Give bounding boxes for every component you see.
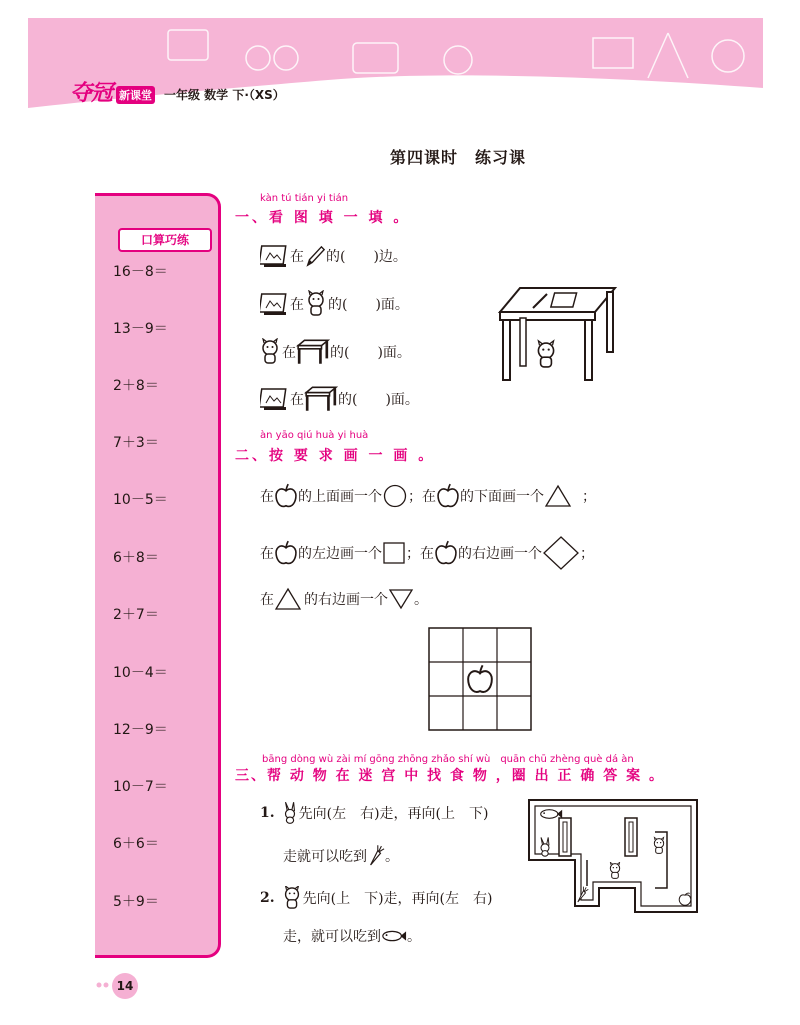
line-text: 的下面画一个 — [460, 489, 544, 505]
oral-calc-badge: 口算巧练 — [118, 228, 212, 252]
section1-line4 — [260, 386, 419, 412]
logo: 夺冠 — [70, 81, 113, 106]
section2-title: 二、按 要 求 画 一 画 。 — [235, 448, 436, 464]
book-icon — [260, 386, 290, 412]
calc-problem: 12－9＝ — [113, 722, 168, 738]
line-text: 在 — [290, 392, 304, 408]
line-blank-text: 的( )边。 — [326, 249, 407, 265]
drawing-grid — [428, 627, 532, 731]
lesson-title: 第四课时 练习课 — [390, 148, 527, 167]
q2-line2 — [283, 926, 421, 946]
table-icon — [304, 386, 338, 412]
line-text: 在 — [282, 345, 296, 361]
q2-number: 2. — [260, 890, 275, 906]
page-number: 14 — [112, 973, 138, 999]
q2-text2: 走，就可以吃到 — [283, 929, 381, 945]
line-text: ；在 — [406, 546, 434, 562]
grade-subject: 一年级 数学 下·（XS） — [164, 88, 285, 102]
line-text: 的右边画一个 — [304, 592, 388, 608]
calc-problem: 2＋8＝ — [113, 378, 159, 394]
section1-line3 — [258, 338, 411, 366]
page-dots — [96, 982, 110, 988]
section2-line1 — [260, 483, 596, 509]
line-text: 的右边画一个 — [458, 546, 542, 562]
triangle-shape — [274, 587, 304, 611]
line-text: 在 — [290, 297, 304, 313]
book-icon — [260, 243, 290, 269]
section2-line2 — [260, 535, 594, 571]
table-icon — [296, 339, 330, 365]
diamond-shape — [542, 535, 580, 571]
q2-text1: 先向(上 下)走，再向(左 右) — [302, 891, 493, 907]
table-scene-image — [495, 284, 620, 384]
section2-pinyin: àn yāo qiú huà yi huà — [260, 430, 369, 441]
q1-text2: 走就可以吃到 — [283, 849, 367, 865]
q1-line1 — [260, 802, 488, 824]
book-icon — [260, 291, 290, 317]
cat-icon — [304, 290, 328, 318]
q1-end: 。 — [385, 849, 399, 865]
line-blank-text: 的( )面。 — [330, 345, 411, 361]
line-text: 的左边画一个 — [298, 546, 382, 562]
calc-problem: 16－8＝ — [113, 264, 168, 280]
logo-badge: 新课堂 — [116, 86, 155, 104]
calc-problem: 10－4＝ — [113, 665, 168, 681]
q1-number: 1. — [260, 805, 275, 821]
line-text: ； — [582, 489, 596, 505]
line-blank-text: 的( )面。 — [338, 392, 419, 408]
apple-icon — [274, 540, 298, 566]
section1-line1 — [260, 243, 407, 269]
line-blank-text: 的( )面。 — [328, 297, 409, 313]
line-text: 在 — [260, 546, 274, 562]
section3-title: 三、帮 动 物 在 迷 宫 中 找 食 物 ，圈 出 正 确 答 案 。 — [235, 768, 665, 784]
section2-line3 — [260, 587, 428, 611]
apple-icon — [436, 483, 460, 509]
calc-problem: 7＋3＝ — [113, 435, 159, 451]
line-text: ； — [580, 546, 594, 562]
cat-icon — [258, 338, 282, 366]
line-text: 在 — [290, 249, 304, 265]
square-shape — [382, 541, 406, 565]
rabbit-icon — [281, 802, 299, 824]
calc-problem: 6＋6＝ — [113, 836, 159, 852]
line-text: ；在 — [408, 489, 436, 505]
calc-problem: 10－7＝ — [113, 779, 168, 795]
section1-title: 一、看 图 填 一 填 。 — [235, 210, 411, 226]
pencil-icon — [304, 243, 326, 269]
section1-pinyin: kàn tú tián yi tián — [260, 193, 349, 204]
carrot-icon — [367, 845, 385, 867]
apple-icon — [274, 483, 298, 509]
maze-image — [527, 798, 701, 918]
line-text: 在 — [260, 592, 274, 608]
calc-problem: 2＋7＝ — [113, 607, 159, 623]
q1-line2 — [283, 845, 399, 867]
calc-problem: 6＋8＝ — [113, 550, 159, 566]
calc-problem: 10－5＝ — [113, 492, 168, 508]
line-text: 。 — [414, 592, 428, 608]
q2-line1 — [260, 886, 492, 910]
line-text: 在 — [260, 489, 274, 505]
section1-line2 — [260, 290, 409, 318]
q1-text1: 先向(左 右)走，再向(上 下) — [298, 806, 489, 822]
q2-end: 。 — [407, 929, 421, 945]
circle-shape — [382, 484, 408, 508]
fish-icon — [381, 929, 407, 943]
calc-problem: 13－9＝ — [113, 321, 168, 337]
inverted-triangle-shape — [388, 587, 414, 611]
section3-pinyin: bāng dòng wù zài mí gōng zhōng zhǎo shí wù quān chū zhèng què dá àn — [262, 754, 634, 765]
apple-icon — [434, 540, 458, 566]
calc-problem: 5＋9＝ — [113, 894, 159, 910]
triangle-shape — [544, 484, 572, 508]
line-text: 的上面画一个 — [298, 489, 382, 505]
cat-icon — [281, 886, 303, 910]
